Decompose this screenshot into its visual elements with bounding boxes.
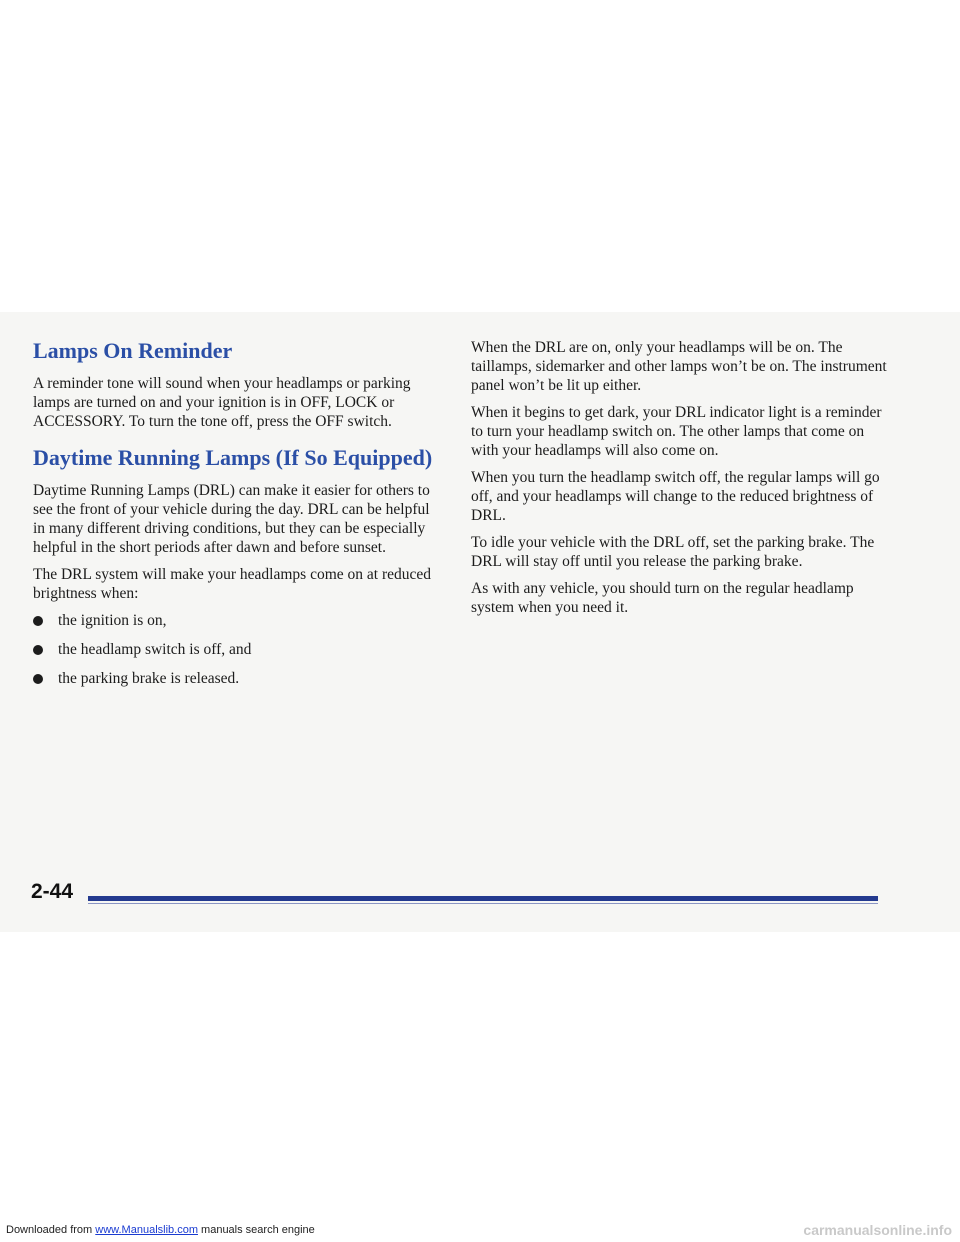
paragraph: When it begins to get dark, your DRL indicator light is a reminder to turn your headlamp switch on. The other lamps that come on with your headlamps will also come on.: [471, 404, 882, 459]
bullet-icon: [33, 674, 43, 684]
bullet-text: the parking brake is released.: [58, 670, 240, 687]
bullet-item: [33, 640, 433, 659]
paragraph: Daytime Running Lamps (DRL) can make it easier for others to see the front of your vehicle during the day. DRL can be helpful in many different driving conditions, but they can be especially helpful in the short periods after dawn and before sunset.: [33, 482, 430, 556]
left-column: [33, 338, 433, 698]
heading-daytime-running-lamps: Daytime Running Lamps (If So Equipped): [33, 445, 433, 470]
paragraph: To idle your vehicle with the DRL off, set the parking brake. The DRL will stay off until you release the parking brake.: [471, 534, 875, 570]
watermark-text: carmanualsonline.info: [803, 1222, 952, 1238]
footer-suffix: manuals search engine: [197, 1224, 315, 1236]
bullet-text: the headlamp switch is off, and: [58, 641, 252, 658]
footer-prefix: Downloaded from: [6, 1224, 96, 1236]
paragraph: When you turn the headlamp switch off, the regular lamps will go off, and your headlamps will change to the reduced brightness of DRL.: [471, 469, 880, 524]
heading-lamps-on-reminder: Lamps On Reminder: [33, 338, 233, 363]
paragraph: As with any vehicle, you should turn on the regular headlamp system when you need it.: [471, 580, 854, 616]
bullet-text: the ignition is on,: [58, 612, 167, 629]
bullet-icon: [33, 645, 43, 655]
page-number: 2-44: [31, 880, 74, 903]
bullet-item: [33, 669, 433, 688]
right-column: [471, 338, 891, 625]
download-footer: [6, 1224, 315, 1236]
bullet-list: [33, 611, 433, 688]
paragraph: When the DRL are on, only your headlamps will be on. The taillamps, sidemarker and other lamps won’t be on. The instrument panel won’t be lit up either.: [471, 339, 887, 394]
paragraph: A reminder tone will sound when your headlamps or parking lamps are turned on and your ignition is in OFF, LOCK or ACCESSORY. To turn the tone off, press the OFF switch.: [33, 375, 411, 430]
bullet-item: [33, 611, 433, 630]
paragraph: The DRL system will make your headlamps come on at reduced brightness when:: [33, 566, 432, 602]
bullet-icon: [33, 616, 43, 626]
page-rule: [88, 896, 878, 901]
page-rule-thin: [88, 903, 878, 904]
manualslib-link[interactable]: www.Manualslib.com: [95, 1224, 198, 1236]
